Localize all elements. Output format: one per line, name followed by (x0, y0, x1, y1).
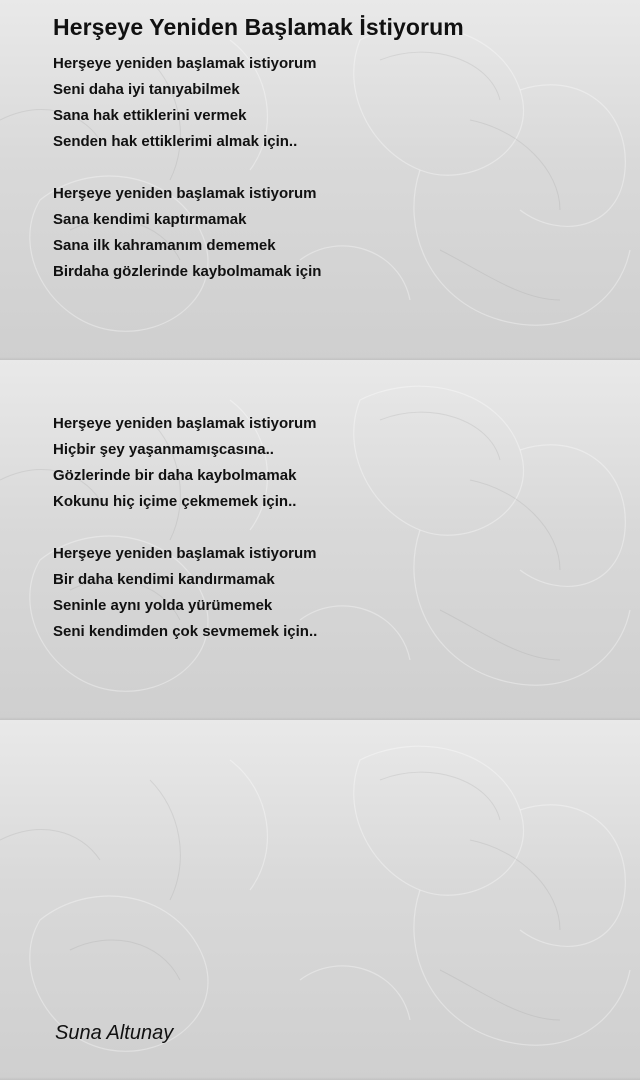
poem-line: Seninle aynı yolda yürümemek (53, 597, 273, 614)
poem-stanza (53, 51, 316, 155)
poem-line: Herşeye yeniden başlamak istiyorum (53, 415, 317, 432)
poem-line: Birdaha gözlerinde kaybolmamak için (53, 263, 322, 280)
poem-line: Bir daha kendimi kandırmamak (53, 571, 275, 588)
poem-line: Herşeye yeniden başlamak istiyorum (53, 185, 317, 202)
poem-line: Kokunu hiç içime çekmemek için.. (53, 493, 297, 510)
poem-stanza (53, 181, 321, 285)
poem-line: Seni daha iyi tanıyabilmek (53, 81, 240, 98)
poem-title: Herşeye Yeniden Başlamak İstiyorum (53, 14, 464, 40)
poem-author: Suna Altunay (55, 1022, 174, 1044)
poem-line: Sana ilk kahramanım dememek (53, 237, 276, 254)
poem-line: Gözlerinde bir daha kaybolmamak (53, 467, 297, 484)
poem-line: Senden hak ettiklerimi almak için.. (53, 133, 298, 150)
poem-line: Seni kendimden çok sevmemek için.. (53, 623, 318, 640)
poem-stanza (53, 411, 316, 515)
poem-stanza (53, 541, 317, 645)
poem-line: Herşeye yeniden başlamak istiyorum (53, 545, 317, 562)
poem-line: Herşeye yeniden başlamak istiyorum (53, 55, 317, 72)
poem-line: Sana hak ettiklerini vermek (53, 107, 247, 124)
poem-line: Sana kendimi kaptırmamak (53, 211, 247, 228)
poem-line: Hiçbir şey yaşanmamışcasına.. (53, 441, 274, 458)
